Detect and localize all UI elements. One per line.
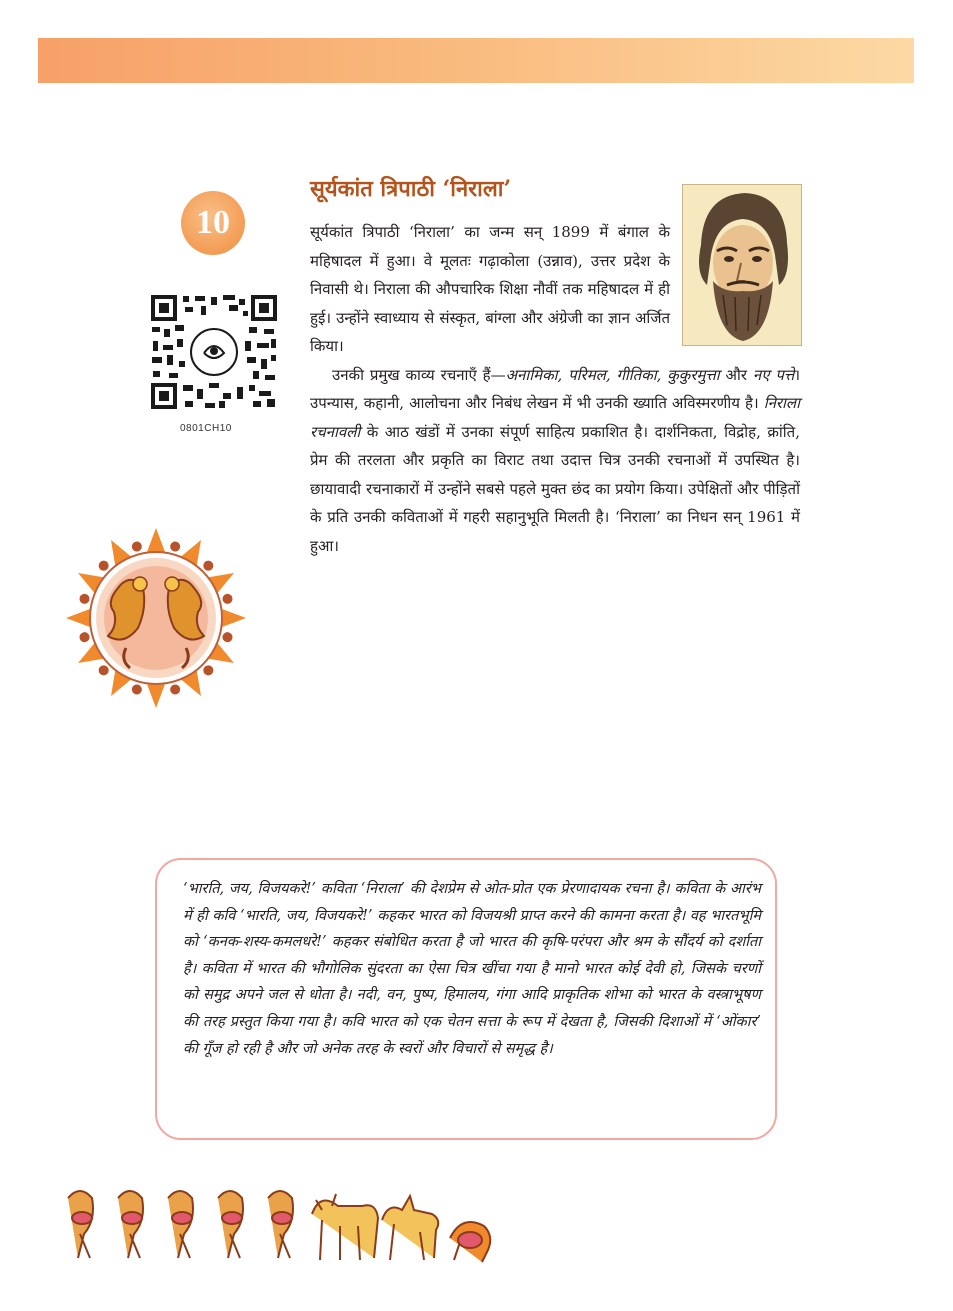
bio-p2-lead: उनकी प्रमुख काव्य रचनाएँ हैं— [332,365,506,384]
sun-motif-illustration [65,527,247,709]
decorative-figures-border [60,1180,500,1265]
bio-paragraph-2 [310,361,800,561]
bio-p2-rest: के आठ खंडों में उनका संपूर्ण साहित्य प्रकाशित है। दार्शनिकता, विद्रोह, क्रांति, प्रेम की तरलता और प्रकृति का विराट तथा उदात्त चित्र उनकी रचनाओं में उपस्थित है। छायावादी रचनाकारों में उन्होंने सबसे पहले मुक्त छंद का प्रयोग किया। उपेक्षितों और पीड़ितों के प्रति उनकी कविताओं में गहरी सहानुभूति मिलती है। ‘निराला’ का निधन सन् 1961 में हुआ। [310,422,800,555]
works-joiner: और [719,365,753,384]
qr-code-image [149,293,279,411]
collection-title: निराला रचनावली [310,394,800,441]
works-list: अनामिका, परिमल, गीतिका, कुकुरमुत्ता [505,365,720,384]
author-name-heading: सूर्यकांत त्रिपाठी ‘निराला’ [310,176,512,202]
poem-summary-box [155,858,777,1140]
bio-paragraph-1: सूर्यकांत त्रिपाठी ‘निराला’ का जन्म सन् 1899 में बंगाल के महिषादल में हुआ। वे मूलतः गढ़ाकोला (उन्नाव), उत्तर प्रदेश के निवासी थे। निराला की औपचारिक शिक्षा नौवीं तक महिषादल में ही हुई। उन्होंने स्वाध्याय से संस्कृत, बांग्ला और अंग्रेजी का ज्ञान अर्जित किया। [310,223,670,355]
works-last: नए पत्ते [752,365,795,384]
poem-summary-text: ‘भारति, जय, विजयकरे!’ कविता ‘निराला’ की देशप्रेम से ओत-प्रोत एक प्रेरणादायक रचना है। कविता के आरंभ में ही कवि ‘भारति, जय, विजयकरे!’ कहकर भारत को विजयश्री प्राप्त करने की कामना करता है। वह भारतभूमि को ‘कनक-शस्य-कमलधरे!’ कहकर संबोधित करता है जो भारत की कृषि-परंपरा और श्रम के सौंदर्य को दर्शाता है। कविता में भारत की भौगोलिक सुंदरता का ऐसा चित्र खींचा गया है मानो भारत कोई देवी हो, जिसके चरणों को समुद्र अपने जल से धोता है। नदी, वन, पुष्प, हिमालय, गंगा आदि प्राकृतिक शोभा को भारत के वस्त्राभूषण की तरह प्रस्तुत किया गया है। कवि भारत को एक चेतन सत्ता के रूप में देखता है, जिसकी दिशाओं में ‘ओंकार’ की गूँज हो रही है और जो अनेक तरह के स्वरों और विचारों से समृद्ध है। [183,881,761,1057]
chapter-number: 10 [196,204,230,241]
header-band [38,38,914,83]
bio-p2-mid: । उपन्यास, कहानी, आलोचना और निबंध लेखन में भी उनकी ख्याति अविस्मरणीय है। [310,365,800,412]
chapter-number-badge [181,191,245,255]
author-biography [310,218,800,560]
qr-code-label: 0801CH10 [180,423,232,434]
